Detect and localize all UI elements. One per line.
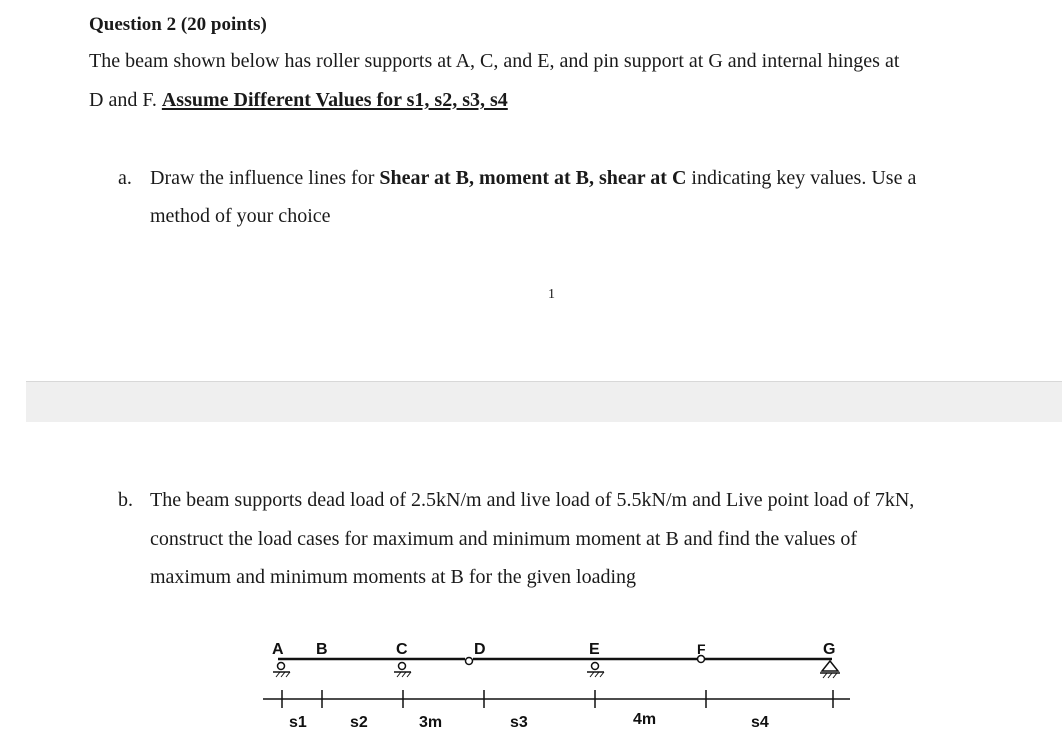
span-label-3m: 3m xyxy=(419,714,443,731)
label-e: E xyxy=(589,641,600,658)
label-g: G xyxy=(823,641,836,658)
page-1 xyxy=(0,0,1036,381)
roller-support-a xyxy=(273,663,290,678)
span-label-s3: s3 xyxy=(510,714,528,731)
part-a-line-2: method of your choice xyxy=(150,205,331,227)
label-f: F xyxy=(697,641,706,657)
beam-diagram xyxy=(0,422,1062,747)
span-label-4m: 4m xyxy=(633,711,657,728)
page-number: 1 xyxy=(548,287,555,302)
span-label-s4: s4 xyxy=(751,714,769,731)
intro-line-2-text: D and F. xyxy=(89,89,162,111)
label-a: A xyxy=(272,641,284,658)
page-2 xyxy=(0,422,1062,747)
page-gap-margin xyxy=(0,381,26,421)
part-a-prefix: Draw the influence lines for xyxy=(150,167,380,189)
part-b-line-1: The beam supports dead load of 2.5kN/m and live load of 5.5kN/m and Live point load of 7kN, xyxy=(150,489,915,511)
question-intro-line-2 xyxy=(89,88,508,112)
span-label-s1: s1 xyxy=(289,714,307,731)
hinge-d xyxy=(466,658,473,665)
label-b: B xyxy=(316,641,328,658)
pin-support-g xyxy=(820,661,840,678)
label-d: D xyxy=(474,641,486,658)
assume-values-note: Assume Different Values for s1, s2, s3, s4 xyxy=(161,89,508,111)
roller-support-c xyxy=(394,663,411,678)
part-b-marker: b. xyxy=(118,489,133,511)
label-c: C xyxy=(396,641,408,658)
part-a-line-1 xyxy=(150,166,916,190)
part-a-suffix: indicating key values. Use a xyxy=(686,167,917,189)
span-label-s2: s2 xyxy=(350,714,368,731)
page-separator xyxy=(26,381,1062,423)
roller-support-e xyxy=(587,663,604,678)
part-a-marker: a. xyxy=(118,167,132,189)
part-b-line-2: construct the load cases for maximum and minimum moment at B and find the values of xyxy=(150,528,858,550)
part-b-line-3: maximum and minimum moments at B for the given loading xyxy=(150,566,637,588)
question-title: Question 2 (20 points) xyxy=(89,14,267,35)
part-a-bold: Shear at B, moment at B, shear at C xyxy=(379,167,687,189)
question-intro-line-1: The beam shown below has roller supports at A, C, and E, and pin support at G and internal hinges at xyxy=(89,50,900,72)
